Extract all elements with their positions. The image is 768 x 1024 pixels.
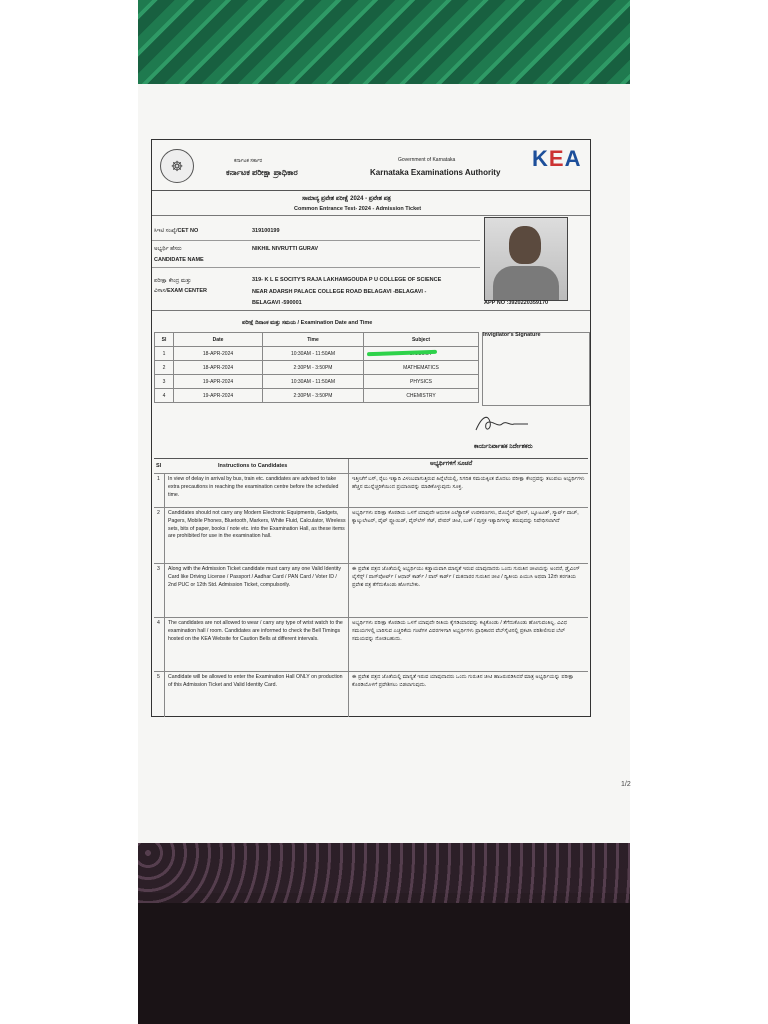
column-header: Subject xyxy=(364,333,479,347)
instruction-text: Candidates should not carry any Modern Electronic Equipments, Gadgets, Pagers, Mobile Phones, Bluetooth, Markers, White Fluid, Calculator, Wireless sets, bits of paper, books / note etc. into the Examination Hall, as these items are prohibited for use in the examination hall. xyxy=(168,510,346,540)
authority-kannada: ಕರ್ನಾಟಕ ಪರೀಕ್ಷಾ ಪ್ರಾಧಿಕಾರ xyxy=(226,168,298,177)
director-title: ಕಾರ್ಯನಿರ್ವಾಹಕ ನಿರ್ದೇಶಕರು xyxy=(474,444,533,450)
cell: 3 xyxy=(155,375,174,389)
invigilator-signature-box xyxy=(482,332,590,406)
instruction-text-kannada: ಇತ್ತೀಚೆಗೆ ಬಸ್, ರೈಲು ಇತ್ಯಾದಿ ವಿಳಂಬವಾಗುತ್ತಿರುವ ಹಿನ್ನೆಲೆಯಲ್ಲಿ, ನಿಗದಿತ ಸಮಯಕ್ಕಿಂತ ಮೊದಲು ಪರೀಕ್ಷಾ ಕೇಂದ್ರವನ್ನು ತಲುಪಲು ಅಭ್ಯರ್ಥಿಗಳು ಹೆಚ್ಚಿನ ಮುನ್ನೆಚ್ಚರಿಕೆಯಿಂದ ಪ್ರಯಾಣವನ್ನು ಮಾಡಿಕೊಳ್ಳುವುದು ಸೂಕ್ತ. xyxy=(352,476,585,490)
director-signature-icon xyxy=(472,412,532,436)
page-number: 1/2 xyxy=(621,781,631,788)
center-address-line1: 319- K L E SOCITY'S RAJA LAKHAMGOUDA P U COLLEGE OF SCIENCE xyxy=(252,277,442,283)
cell: PHYSICS xyxy=(364,375,479,389)
center-label-kannada-2: ವಿಳಾಸ/ xyxy=(154,288,167,294)
section-divider xyxy=(152,310,590,311)
column-header: Date xyxy=(174,333,263,347)
row-divider xyxy=(152,240,480,241)
cell: 19-APR-2024 xyxy=(174,389,263,403)
instructions-section xyxy=(154,458,588,688)
cell: CHEMISTRY xyxy=(364,389,479,403)
center-label: EXAM CENTER xyxy=(166,288,207,294)
cell: 19-APR-2024 xyxy=(174,375,263,389)
schedule-heading: ಪರೀಕ್ಷೆ ದಿನಾಂಕ ಮತ್ತು ಸಮಯ / Examination Date and Time xyxy=(242,320,373,326)
candidate-name: NIKHIL NIVRUTTI GURAV xyxy=(252,246,319,252)
title-kannada: ಸಾಮಾನ್ಯ ಪ್ರವೇಶ ಪರೀಕ್ಷೆ 2024 - ಪ್ರವೇಶ ಪತ್ರ xyxy=(302,196,391,202)
cell: 1 xyxy=(155,347,174,361)
column-header: Time xyxy=(263,333,364,347)
instruction-text: Candidate will be allowed to enter the Examination Hall ONLY on production of this Admission Ticket and Valid Identity Card. xyxy=(168,674,343,688)
admission-ticket xyxy=(151,139,591,717)
title-divider xyxy=(152,215,590,216)
name-label-kannada: ಅಭ್ಯರ್ಥಿ ಹೆಸರು xyxy=(154,246,182,252)
instruction-row xyxy=(154,473,588,498)
instruction-text: Along with the Admission Ticket candidate must carry any one Valid Identity Card like Driving License / Passport / Aadhar Card / PAN Card / Voter ID / 2nd PUC or 12th Std. Admission Ticket, compulsorily. xyxy=(168,566,341,588)
government-label: Government of Karnataka xyxy=(398,157,456,163)
cell: MATHEMATICS xyxy=(364,361,479,375)
center-address-line2: NEAR ADARSH PALACE COLLEGE ROAD BELAGAVI -BELAGAVI - xyxy=(252,289,427,295)
cell: 18-APR-2024 xyxy=(174,347,263,361)
table-row xyxy=(155,375,479,389)
name-label: CANDIDATE NAME xyxy=(154,257,204,263)
exam-schedule-table xyxy=(154,332,479,403)
column-divider xyxy=(164,473,165,717)
instruction-number: 1 xyxy=(157,476,160,482)
karnataka-emblem-icon: ☸ xyxy=(160,149,194,183)
column-header: Sl xyxy=(155,333,174,347)
column-divider xyxy=(348,459,349,717)
center-address-line3: BELAGAVI -590001 xyxy=(252,300,302,306)
instruction-text-kannada: ಈ ಪ್ರವೇಶ ಪತ್ರದ ಜೊತೆಯಲ್ಲಿ ಅಭ್ಯರ್ಥಿಯು ಕಡ್ಡಾಯವಾಗಿ ಮಾನ್ಯತೆ ಇರುವ ಯಾವುದಾದರು ಒಂದು ಗುರುತಿನ ಚೀಟಿಯನ್ನು ಅಂದರೆ, ಡ್ರೈವಿಂಗ್ ಲೈಸೆನ್ಸ್ / ಪಾಸ್‌ಪೋರ್ಟ್ / ಆಧಾರ್ ಕಾರ್ಡ್ / ಪಾನ್ ಕಾರ್ಡ್ / ಮತದಾರರ ಗುರುತಿನ ಚೀಟಿ / ದ್ವಿತೀಯ ಪಿಯುಸಿ ಅಥವಾ 12ನೇ ತರಗತಿಯ ಪ್ರವೇಶ ಪತ್ರ ತೆಗೆದುಕೊಂಡು ಹೋಗಬೇಕು. xyxy=(352,566,580,588)
cet-label-kannada: ಸಿಇಟಿ ಸಂಖ್ಯೆ/ xyxy=(154,228,178,234)
kea-logo: KEA xyxy=(532,146,582,171)
instruction-text-kannada: ಅಭ್ಯರ್ಥಿಗಳು ಪರೀಕ್ಷಾ ಕೊಠಡಿಯ ಒಳಗೆ ಯಾವುದೇ ಆಧುನಿಕ ಎಲೆಕ್ಟ್ರಾನಿಕ್ ಉಪಕರಣಗಳು, ಮೊಬೈಲ್ ಫೋನ್, ಬ್ಲೂಟೂತ್, ಸ್ಮಾರ್ಟ್ ವಾಚ್, ಕ್ಯಾಲ್ಕುಲೇಟರ್, ವೈಟ್ ಫ್ಲೂಯಿಡ್, ವೈರ್‌ಲೆಸ್ ಸೆಟ್, ಪೇಪರ್ ಚೀಟಿ, ಬುಕ್ / ಪುಸ್ತಕ ಇತ್ಯಾದಿಗಳನ್ನು ತರುವುದನ್ನು ನಿಷೇಧಿಸಲಾಗಿದೆ xyxy=(352,510,579,524)
header-divider xyxy=(152,190,590,191)
instruction-number: 4 xyxy=(157,620,160,626)
cell: 2 xyxy=(155,361,174,375)
cell: 18-APR-2024 xyxy=(174,361,263,375)
center-label-kannada: ಪರೀಕ್ಷಾ ಕೇಂದ್ರ ಮತ್ತು xyxy=(154,278,192,284)
instructions-heading: Instructions to Candidates xyxy=(218,463,288,469)
instruction-text: The candidates are not allowed to wear / carry any type of wrist watch to the examination hall / room. Candidates are informed to check the Bell Timings hosted on the KEA Website for Caution Bells at different intervals. xyxy=(168,620,343,642)
ticket-title: Common Entrance Test- 2024 - Admission Ticket xyxy=(294,206,422,212)
cell: 10:30AM - 11:50AM xyxy=(263,347,364,361)
background-cloth-bottom xyxy=(138,843,630,1024)
background-cloth-top xyxy=(138,0,630,84)
instructions-heading-kannada: ಅಭ್ಯರ್ಥಿಗಳಿಗೆ ಸೂಚನೆ xyxy=(430,461,473,467)
instruction-number: 3 xyxy=(157,566,160,572)
table-row xyxy=(155,361,479,375)
cell: 2:30PM - 3:50PM xyxy=(263,361,364,375)
instruction-text-kannada: ಈ ಪ್ರವೇಶ ಪತ್ರದ ಜೊತೆಯಲ್ಲಿ ಮಾನ್ಯತೆ ಇರುವ ಯಾವುದಾದರು ಒಂದು ಗುರುತಿನ ಚೀಟಿ ಹಾಜರುಪಡಿಸಿದರೆ ಮಾತ್ರ ಅಭ್ಯರ್ಥಿಯನ್ನು ಪರೀಕ್ಷಾ ಕೊಠಡಿಯೊಳಗೆ ಪ್ರವೇಶಿಸಲು ಬಿಡಲಾಗುವುದು. xyxy=(352,674,574,688)
cet-number: 319100199 xyxy=(252,228,280,234)
instruction-text-kannada: ಅಭ್ಯರ್ಥಿಗಳು ಪರೀಕ್ಷಾ ಕೊಠಡಿಯ ಒಳಗೆ ಯಾವುದೇ ರೀತಿಯ ಕೈಗಡಿಯಾರವನ್ನು ಕಟ್ಟಿಕೊಂಡು / ತೆಗೆದುಕೊಂಡು ಹೋಗುವಂತಿಲ್ಲ. ವಿವಿಧ ಸಮಯಗಳಲ್ಲಿ ಬಾರಿಸುವ ಎಚ್ಚರಿಕೆಯ ಗಂಟೆಗಳ ವಿವರಗಳಿಗಾಗಿ ಅಭ್ಯರ್ಥಿಗಳು ಪ್ರಾಧಿಕಾರದ ವೆಬ್‌ಸೈಟಿನಲ್ಲಿ ಪ್ರಕಟಿಸಿ ಪರಿಶೀಲಿಸುವ ಬೆಲ್ ಸಮಯವನ್ನು ನೋಡಬಹುದು. xyxy=(352,620,568,642)
instruction-text: In view of delay in arrival by bus, train etc. candidates are advised to take extra precautions in reaching the examination centre before the scheduled time. xyxy=(168,476,339,498)
invigilator-label: Invigilator's Signature xyxy=(483,332,541,338)
instruction-number: 5 xyxy=(157,674,160,680)
row-divider xyxy=(152,267,480,268)
candidate-photo xyxy=(484,217,568,301)
instruction-row xyxy=(154,563,588,588)
authority-name: Karnataka Examinations Authority xyxy=(370,168,501,177)
instruction-row xyxy=(154,617,588,642)
instruction-row xyxy=(154,671,588,688)
table-row xyxy=(155,389,479,403)
org-kannada: ಕರ್ನಾಟಕ ಸರ್ಕಾರ xyxy=(234,158,263,164)
application-number: APP NO :3920220359170 xyxy=(484,300,549,306)
table-header-row xyxy=(155,333,479,347)
cell: 4 xyxy=(155,389,174,403)
instruction-row xyxy=(154,507,588,540)
cell: 10:30AM - 11:50AM xyxy=(263,375,364,389)
cell: 2:30PM - 3:50PM xyxy=(263,389,364,403)
instruction-number: 2 xyxy=(157,510,160,516)
sl-label: Sl xyxy=(156,463,162,469)
cet-label: CET NO xyxy=(177,228,199,234)
